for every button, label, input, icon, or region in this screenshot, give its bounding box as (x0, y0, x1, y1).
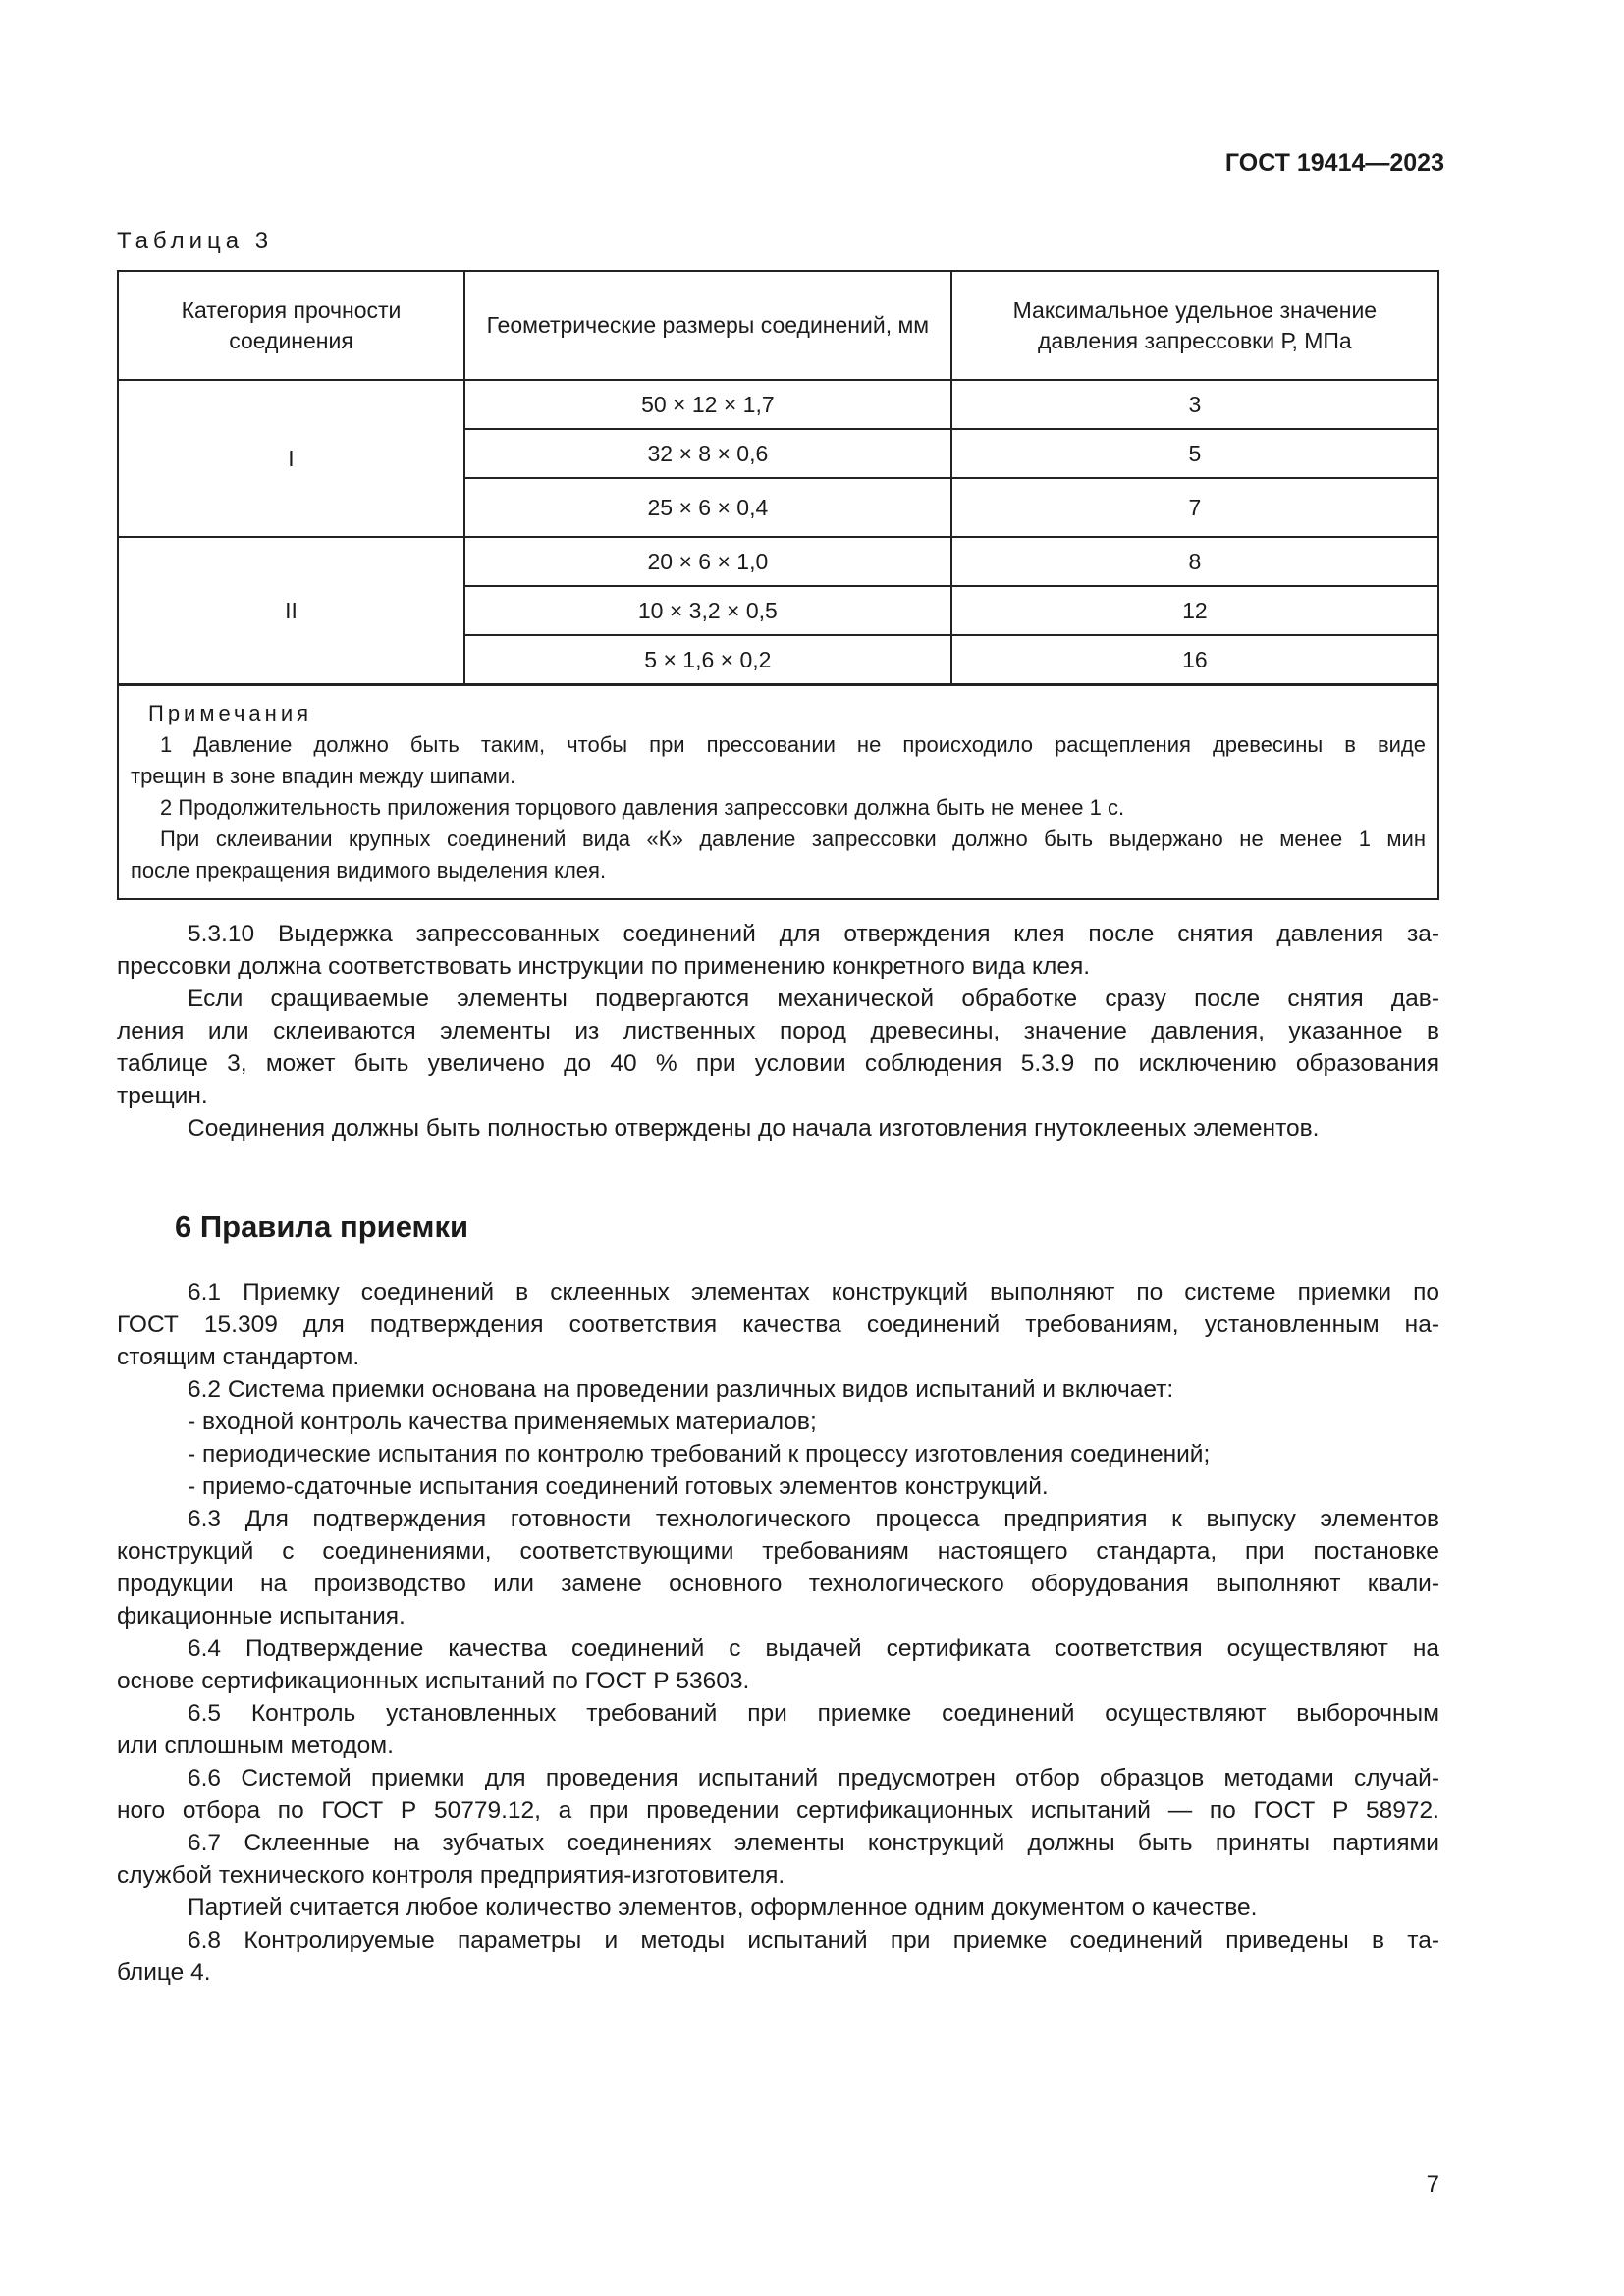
paragraph-cont: ного отбора по ГОСТ Р 50779.12, а при проведении сертификационных испытаний — по ГОСТ Р 58972. (117, 1797, 1439, 1824)
paragraph-cont: службой технического контроля предприятия-изготовителя. (117, 1862, 785, 1889)
paragraph: 5.3.10 Выдержка запрессованных соединений для отверждения клея после снятия давления за- (188, 921, 1439, 947)
pressure-cell: 3 (951, 380, 1438, 429)
paragraph: 6.5 Контроль установленных требований при приемке соединений осуществляют выборочным (188, 1700, 1439, 1727)
document-id: ГОСТ 19414—2023 (1224, 149, 1444, 177)
category-cell: II (118, 537, 464, 685)
paragraph: 6.8 Контролируемые параметры и методы испытаний при приемке соединений приведены в та- (188, 1927, 1439, 1953)
section-6-text (117, 1276, 1439, 1989)
paragraph-cont: конструкций с соединениями, соответствующими требованиям настоящего стандарта, при постановке (117, 1538, 1439, 1565)
paragraph: 6.4 Подтверждение качества соединений с выдачей сертификата соответствия осуществляют на (188, 1635, 1439, 1662)
notes-title: Примечания (148, 701, 313, 725)
paragraph-cont: продукции на производство или замене основного технологического оборудования выполняют квали- (117, 1571, 1439, 1597)
paragraph-cont: стоящим стандартом. (117, 1344, 360, 1370)
paragraph: 6.2 Система приемки основана на проведении различных видов испытаний и включает: (188, 1376, 1174, 1403)
paragraph: 6.7 Склеенные на зубчатых соединениях элементы конструкций должны быть приняты партиями (188, 1830, 1439, 1856)
note-1: 1 Давление должно быть таким, чтобы при прессовании не происходило расщепления древесины в виде (160, 732, 1426, 757)
table-caption: Таблица 3 (117, 228, 274, 254)
paragraph-cont: прессовки должна соответствовать инструкции по применению конкретного вида клея. (117, 953, 1091, 980)
column-header-size: Геометрические размеры соединений, мм (464, 271, 951, 380)
size-cell: 25 × 6 × 0,4 (464, 478, 951, 537)
note-3-cont: после прекращения видимого выделения клея. (131, 858, 607, 882)
paragraph: 6.3 Для подтверждения готовности технологического процесса предприятия к выпуску элементов (188, 1506, 1439, 1532)
pressure-cell: 8 (951, 537, 1438, 586)
paragraph-cont: трещин. (117, 1083, 208, 1109)
size-cell: 5 × 1,6 × 0,2 (464, 635, 951, 685)
paragraph: Если сращиваемые элементы подвергаются механической обработке сразу после снятия дав- (188, 986, 1439, 1012)
size-cell: 50 × 12 × 1,7 (464, 380, 951, 429)
pressure-cell: 16 (951, 635, 1438, 685)
paragraph-cont: таблице 3, может быть увеличено до 40 % при условии соблюдения 5.3.9 по исключению образования (117, 1050, 1439, 1077)
page-number: 7 (1426, 2171, 1439, 2198)
size-cell: 32 × 8 × 0,6 (464, 429, 951, 478)
category-cell: I (118, 380, 464, 537)
note-1-cont: трещин в зоне впадин между шипами. (131, 764, 516, 788)
pressure-cell: 5 (951, 429, 1438, 478)
paragraph: 6.6 Системой приемки для проведения испытаний предусмотрен отбор образцов методами случай- (188, 1765, 1439, 1791)
size-cell: 20 × 6 × 1,0 (464, 537, 951, 586)
table-row (118, 380, 1438, 429)
table-notes (118, 685, 1438, 900)
list-item: - входной контроль качества применяемых материалов; (188, 1409, 817, 1435)
paragraph-cont: фикационные испытания. (117, 1603, 406, 1629)
size-cell: 10 × 3,2 × 0,5 (464, 586, 951, 635)
pressure-cell: 12 (951, 586, 1438, 635)
table-3 (117, 270, 1439, 900)
note-3: При склеивании крупных соединений вида «К» давление запрессовки должно быть выдержано не менее 1 мин (160, 827, 1426, 851)
paragraph-cont: ления или склеиваются элементы из лиственных пород древесины, значение давления, указанное в (117, 1018, 1439, 1044)
pressure-cell: 7 (951, 478, 1438, 537)
section-5-text (117, 918, 1439, 1145)
paragraph-cont: ГОСТ 15.309 для подтверждения соответствия качества соединений требованиям, установленным на- (117, 1311, 1439, 1338)
column-header-pressure: Максимальное удельное значение давления запрессовки Р, МПа (951, 271, 1438, 380)
column-header-category: Категория прочности соединения (118, 271, 464, 380)
paragraph-cont: блице 4. (117, 1959, 211, 1986)
paragraph-cont: или сплошным методом. (117, 1733, 394, 1759)
paragraph-cont: основе сертификационных испытаний по ГОСТ Р 53603. (117, 1668, 750, 1694)
list-item: - приемо-сдаточные испытания соединений готовых элементов конструкций. (188, 1473, 1049, 1500)
paragraph: 6.1 Приемку соединений в склеенных элементах конструкций выполняют по системе приемки по (188, 1279, 1439, 1306)
list-item: - периодические испытания по контролю требований к процессу изготовления соединений; (188, 1441, 1211, 1468)
note-2: 2 Продолжительность приложения торцового давления запрессовки должна быть не менее 1 с. (160, 795, 1125, 820)
table-notes-row (118, 685, 1438, 900)
section-6-title: 6 Правила приемки (175, 1209, 469, 1244)
paragraph: Соединения должны быть полностью отверждены до начала изготовления гнутоклееных элементов. (188, 1115, 1320, 1142)
table-header-row (118, 271, 1438, 380)
table-row (118, 537, 1438, 586)
paragraph: Партией считается любое количество элементов, оформленное одним документом о качестве. (188, 1895, 1258, 1921)
